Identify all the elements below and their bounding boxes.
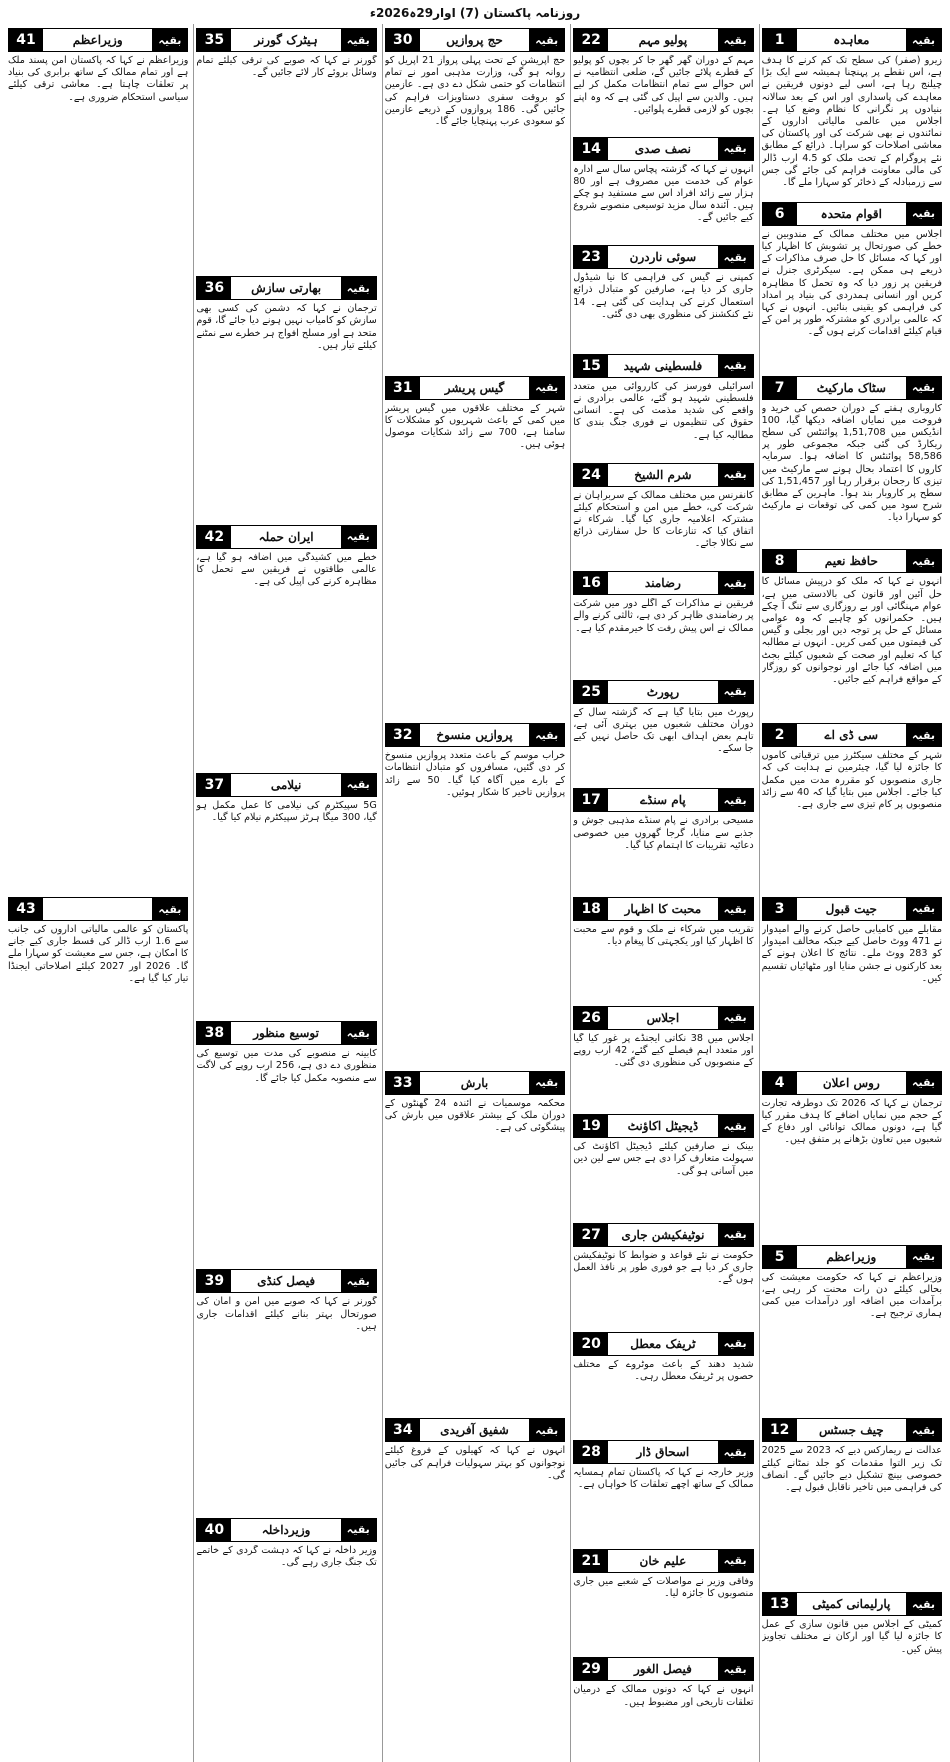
masthead: روزنامہ پاکستان (7) اوار29ہ2026ء: [369, 6, 581, 20]
article-number: 35: [197, 29, 231, 51]
article-number: 33: [386, 1072, 420, 1094]
article-number: 30: [386, 29, 420, 51]
article-header: [196, 773, 376, 797]
column-2: [570, 24, 755, 1762]
article-title: پولیو مہم: [638, 33, 688, 47]
continuation-tag: بقیہ: [718, 898, 753, 920]
article-number: 18: [574, 898, 608, 920]
continuation-tag: بقیہ: [341, 29, 376, 51]
article-title: ہیٹرک گورنر: [254, 33, 318, 47]
continuation-tag: بقیہ: [906, 1072, 941, 1094]
article-header: [762, 1071, 942, 1095]
article-body: تقریب میں شرکاء نے ملک و قوم سے محبت کا اظہار کیا اور یکجہتی کا پیغام دیا۔: [573, 924, 754, 948]
article-number: 31: [386, 377, 420, 399]
continuation-tag: بقیہ: [718, 1550, 753, 1572]
article-header: [762, 1245, 942, 1269]
article-title: اجلاس: [646, 1010, 680, 1025]
article-body: پاکستان کو عالمی مالیاتی اداروں کی جانب سے 1.6 ارب ڈالر کی قسط جاری کیے جانے کا امکان ہے، جس سے معیشت کو سہارا ملے گا۔ 2026 اور 2027 کیلئے اصلاحاتی ایجنڈا تیار کیا گیا ہے۔: [7, 924, 189, 984]
article-header: [573, 1549, 753, 1573]
article-body: ترجمان نے کہا کہ 2026 تک دوطرفہ تجارت کے حجم میں نمایاں اضافے کا ہدف مقرر کیا گیا ہے، دونوں ممالک توانائی اور دفاع کے شعبوں میں تعاون بڑھانے پر متفق ہیں۔: [761, 1097, 942, 1146]
article-number: 13: [763, 1593, 797, 1615]
article-number: 38: [197, 1022, 231, 1044]
article-title: وزیراعظم: [72, 33, 123, 47]
article-header: [573, 897, 753, 921]
article-body: کمیٹی کے اجلاس میں قانون سازی کے عمل کا جائزہ لیا گیا اور ارکان نے مختلف تجاویز پیش کیں۔: [761, 1619, 942, 1655]
continuation-tag: بقیہ: [529, 1072, 564, 1094]
article-header: [196, 525, 376, 549]
article-body: مسیحی برادری نے پام سنڈے مذہبی جوش و جذبے سے منایا، گرجا گھروں میں خصوصی دعائیہ تقریبات کا اہتمام کیا گیا۔: [573, 815, 754, 851]
article-title: پارلیمانی کمیٹی: [812, 1597, 891, 1612]
article-title: چیف جسٹس: [818, 1423, 884, 1438]
article-body: انہوں نے کہا کہ کھیلوں کے فروغ کیلئے نوجوانوں کو بہتر سہولیات فراہم کی جائیں گی۔: [384, 1445, 566, 1481]
article-header: [196, 1269, 376, 1293]
continuation-tag: بقیہ: [341, 277, 376, 299]
article-body: شدید دھند کے باعث موٹروے کے مختلف حصوں پر ٹریفک معطل رہی۔: [573, 1358, 754, 1382]
article-title: سٹاک مارکیٹ: [816, 380, 886, 395]
article-number: 21: [574, 1550, 608, 1572]
article-body: کانفرنس میں مختلف ممالک کے سربراہان نے شرکت کی، خطے میں امن و استحکام کیلئے مشترکہ اعلامیہ جاری کیا گیا۔ شرکاء نے اتفاق کیا کہ تنازعات کا حل سفارتی ذرائع سے نکالا جائے۔: [573, 489, 754, 550]
article-header: [385, 376, 565, 400]
article-title: اسحاق ڈار: [636, 1445, 690, 1460]
article-number: 12: [763, 1419, 797, 1441]
article-number: 14: [574, 138, 608, 160]
article-header: [385, 1071, 565, 1095]
continuation-tag: بقیہ: [529, 29, 564, 51]
article-header: [762, 549, 942, 573]
article-number: 23: [574, 246, 608, 268]
article-header: [8, 897, 188, 921]
article-header: [8, 28, 188, 52]
continuation-tag: بقیہ: [718, 681, 753, 703]
article-header: [762, 1592, 942, 1616]
article-header: [762, 723, 942, 747]
article-body: خطے میں کشیدگی میں اضافہ ہو گیا ہے، عالمی طاقتوں نے فریقین سے تحمل کا مظاہرہ کرنے کی اپیل کی ہے۔: [196, 551, 377, 587]
article-number: 4: [763, 1072, 797, 1094]
article-body: گورنر نے کہا کہ صوبے میں امن و امان کی صورتحال بہتر بنانے کیلئے اقدامات جاری ہیں۔: [196, 1296, 377, 1332]
article-body: کمپنی نے گیس کی فراہمی کا نیا شیڈول جاری کر دیا ہے، صارفین کو متبادل ذرائع استعمال کرنے کی ہدایت کی گئی ہے۔ 14 نئے کنکشنز کی منظوری بھی دی گئی۔: [573, 272, 754, 320]
article-number: 36: [197, 277, 231, 299]
continuation-tag: بقیہ: [718, 355, 753, 377]
article-number: 43: [9, 898, 43, 920]
article-header: [573, 1440, 753, 1464]
article-header: [573, 354, 753, 378]
article-number: 41: [9, 29, 43, 51]
article-title: فلسطینی شہید: [623, 358, 703, 373]
article-header: [762, 376, 942, 400]
article-body: وزیر داخلہ نے کہا کہ دہشت گردی کے خاتمے تک جنگ جاری رہے گی۔: [196, 1544, 377, 1568]
article-title: [43, 898, 152, 920]
continuation-tag: بقیہ: [152, 898, 187, 920]
column-1: [759, 24, 944, 1762]
article-body: حکومت نے نئے قواعد و ضوابط کا نوٹیفکیشن جاری کر دیا ہے جو فوری طور پر نافذ العمل ہوں گے۔: [573, 1249, 754, 1286]
article-title: وزیرداخلہ: [261, 1522, 311, 1537]
article-number: 7: [763, 377, 797, 399]
article-title: بارش: [460, 1075, 489, 1090]
article-body: بینک نے صارفین کیلئے ڈیجیٹل اکاؤنٹ کی سہولت متعارف کرا دی ہے جس سے لین دین میں آسانی ہو گی۔: [573, 1141, 754, 1177]
article-number: 26: [574, 1007, 608, 1029]
article-header: [573, 1223, 753, 1247]
article-header: [573, 28, 753, 52]
continuation-tag: بقیہ: [529, 724, 564, 746]
article-header: [573, 1332, 753, 1356]
article-header: [573, 1006, 753, 1030]
article-title: اقوام متحدہ: [820, 206, 882, 221]
continuation-tag: بقیہ: [718, 1441, 753, 1463]
article-number: 2: [763, 724, 797, 746]
article-number: 6: [763, 203, 797, 225]
article-header: [573, 1657, 753, 1681]
continuation-tag: بقیہ: [906, 1246, 941, 1268]
article-number: 29: [574, 1658, 608, 1680]
article-body: مہم کے دوران گھر گھر جا کر بچوں کو پولیو کے قطرے پلائے جائیں گے، ضلعی انتظامیہ نے اس حوالے سے تمام انتظامات مکمل کر لیے ہیں۔ والدین سے اپیل کی گئی ہے کہ وہ اپنے بچوں کو لازمی قطرے پلوائیں۔: [573, 55, 754, 115]
article-header: [762, 897, 942, 921]
article-body: محکمہ موسمیات نے آئندہ 24 گھنٹوں کے دوران ملک کے بیشتر علاقوں میں بارش کی پیشگوئی کی ہے۔: [384, 1097, 566, 1134]
article-number: 20: [574, 1333, 608, 1355]
article-number: 15: [574, 355, 608, 377]
article-number: 16: [574, 572, 608, 594]
article-title: حافظ نعیم: [824, 554, 878, 569]
article-number: 40: [197, 1519, 231, 1541]
article-title: ٹریفک معطل: [630, 1336, 696, 1351]
article-body: مقابلے میں کامیابی حاصل کرنے والے امیدوار نے 471 ووٹ حاصل کیے جبکہ مخالف امیدوار کو 283 ووٹ ملے۔ نتائج کا اعلان ہونے کے بعد کارکنوں نے جشن منایا اور مٹھائیاں تقسیم کیں۔: [761, 923, 942, 984]
continuation-tag: بقیہ: [906, 203, 941, 225]
article-number: 24: [574, 464, 608, 486]
article-body: کاروباری ہفتے کے دوران حصص کی خرید و فروخت میں نمایاں اضافہ دیکھا گیا، 100 انڈیکس میں 1,51,708 پوائنٹس کی سطح ریکارڈ کی گئی جبکہ مجموعی طور پر 58,586 پوائنٹس کا اضافہ ہوا۔ سرمایہ کاروں کا اعتماد بحال ہونے سے مارکیٹ میں تیزی کا رجحان برقرار رہا اور 1,51,457 کی سطح پر کاروبار بند ہوا۔ ماہرین کے مطابق شرح سود میں کمی کی توقعات نے مارکیٹ کو سہارا دیا۔: [761, 402, 942, 524]
continuation-tag: بقیہ: [906, 550, 941, 572]
article-number: 27: [574, 1224, 608, 1246]
continuation-tag: بقیہ: [718, 1224, 753, 1246]
article-title: ایران حملہ: [258, 529, 314, 544]
article-body: رپورٹ میں بتایا گیا ہے کہ گزشتہ سال کے دوران مختلف شعبوں میں بہتری آئی ہے، تاہم بعض اہداف ابھی تک حاصل نہیں کیے جا سکے۔: [573, 706, 754, 755]
article-title: ڈیجیٹل اکاؤنٹ: [627, 1119, 699, 1134]
article-header: [573, 680, 753, 704]
article-title: معاہدہ: [833, 33, 870, 47]
article-title: وزیراعظم: [826, 1249, 877, 1264]
continuation-tag: بقیہ: [718, 138, 753, 160]
column-4: [193, 24, 378, 1762]
article-number: 1: [763, 29, 797, 51]
article-number: 8: [763, 550, 797, 572]
article-number: 22: [574, 29, 608, 51]
continuation-tag: بقیہ: [529, 1419, 564, 1441]
continuation-tag: بقیہ: [718, 1115, 753, 1137]
continuation-tag: بقیہ: [718, 29, 753, 51]
continuation-tag: بقیہ: [341, 526, 376, 548]
article-body: اجلاس میں مختلف ممالک کے مندوبین نے خطے کی صورتحال پر تشویش کا اظہار کیا اور کہا کہ مسائل کا حل صرف مذاکرات کے ذریعے ہی ممکن ہے۔ سیکرٹری جنرل نے فریقین پر زور دیا کہ وہ تحمل کا مظاہرہ کریں اور انسانی ہمدردی کی بنیاد پر امداد کی فراہمی کو یقینی بنائیں۔ انہوں نے کہا کہ عالمی برادری کو مشترکہ طور پر امن کے قیام کیلئے اقدامات کرنے ہوں گے۔: [761, 228, 942, 338]
article-title: شفیق آفریدی: [440, 1423, 509, 1438]
article-title: حج پروازیں: [446, 33, 503, 47]
article-body: شہر کے مختلف سیکٹرز میں ترقیاتی کاموں کا جائزہ لیا گیا، چیئرمین نے ہدایت کی کہ جاری منصوبوں کو مقررہ مدت میں مکمل کیا جائے۔ اجلاس میں بتایا گیا کہ 40 سے زائد منصوبوں پر کام تیزی سے جاری ہے۔: [761, 750, 942, 810]
continuation-tag: بقیہ: [718, 789, 753, 811]
continuation-tag: بقیہ: [152, 29, 187, 51]
continuation-tag: بقیہ: [906, 898, 941, 920]
article-title: سی ڈی اے: [824, 728, 879, 743]
article-body: خراب موسم کے باعث متعدد پروازیں منسوخ کر دی گئیں، مسافروں کو متبادل انتظامات کے بارے میں آگاہ کیا گیا۔ 50 سے زائد پروازیں تاخیر کا شکار ہوئیں۔: [384, 750, 566, 798]
article-header: [573, 245, 753, 269]
article-number: 37: [197, 774, 231, 796]
continuation-tag: بقیہ: [906, 377, 941, 399]
article-body: وزیراعظم نے کہا کہ حکومت معیشت کی بحالی کیلئے دن رات محنت کر رہی ہے، برآمدات میں اضافہ اور درآمدات میں کمی ہماری ترجیح ہے۔: [761, 1271, 942, 1320]
continuation-tag: بقیہ: [718, 464, 753, 486]
article-number: 19: [574, 1115, 608, 1137]
article-body: انہوں نے کہا کہ دونوں ممالک کے درمیان تعلقات تاریخی اور مضبوط ہیں۔: [573, 1684, 754, 1708]
article-body: فریقین نے مذاکرات کے اگلے دور میں شرکت پر رضامندی ظاہر کر دی ہے، ثالثی کرنے والے ممالک نے اس پیش رفت کا خیرمقدم کیا ہے۔: [573, 598, 754, 634]
article-title: سوئی ناردرن: [629, 250, 697, 265]
article-header: [573, 137, 753, 161]
article-title: پام سنڈے: [640, 793, 686, 808]
article-body: ترجمان نے کہا کہ دشمن کی کسی بھی سازش کو کامیاب نہیں ہونے دیا جائے گا، قوم متحد ہے اور مسلح افواج ہر خطرے سے نمٹنے کیلئے تیار ہیں۔: [196, 303, 377, 351]
article-body: انہوں نے کہا کہ گزشتہ پچاس سال سے ادارہ عوام کی خدمت میں مصروف ہے اور 80 ہزار سے زائد افراد اس سے مستفید ہو چکے ہیں۔ آئندہ سال مزید توسیعی منصوبے شروع کیے جائیں گے۔: [573, 163, 754, 224]
article-body: وزیراعظم نے کہا کہ پاکستان امن پسند ملک ہے اور تمام ممالک کے ساتھ برابری کی بنیاد پر تعلقات چاہتا ہے۔ معاشی ترقی کیلئے سیاسی استحکام ضروری ہے۔: [7, 55, 189, 103]
columns: [6, 24, 944, 1762]
article-title: بھارتی سازش: [251, 281, 322, 296]
continuation-tag: بقیہ: [718, 1658, 753, 1680]
article-number: 42: [197, 526, 231, 548]
article-title: جیت قبول: [825, 901, 877, 916]
article-header: [762, 28, 942, 52]
article-title: فیصل الغور: [634, 1662, 692, 1677]
continuation-tag: بقیہ: [341, 1270, 376, 1292]
column-5: [6, 24, 190, 1762]
continuation-tag: بقیہ: [718, 1007, 753, 1029]
continuation-tag: بقیہ: [906, 1419, 941, 1441]
article-body: انہوں نے کہا کہ ملک کو درپیش مسائل کا حل آئین اور قانون کی بالادستی میں ہے، عوام مہنگائی اور بے روزگاری سے تنگ آ چکے ہیں۔ حکمرانوں کو چاہیے کہ وہ عوامی مسائل کے حل پر توجہ دیں اور بجلی و گیس کی قیمتوں میں کمی کریں۔ انہوں نے مطالبہ کیا کہ تعلیم اور صحت کے شعبوں کیلئے بجٹ میں اضافہ کیا جائے اور نوجوانوں کو روزگار کے مواقع فراہم کیے جائیں۔: [761, 576, 942, 686]
continuation-tag: بقیہ: [718, 572, 753, 594]
article-body: حج آپریشن کے تحت پہلی پرواز 21 اپریل کو روانہ ہو گی، وزارت مذہبی امور نے تمام انتظامات کو حتمی شکل دے دی ہے۔ عازمین کو بروقت سفری دستاویزات فراہم کی جائیں گی۔ 186 پروازوں کے ذریعے عازمین کو سعودی عرب پہنچایا جائے گا۔: [384, 55, 566, 128]
article-header: [573, 571, 753, 595]
article-header: [196, 276, 376, 300]
article-title: توسیع منظور: [253, 1026, 319, 1041]
article-body: شہر کے مختلف علاقوں میں گیس پریشر میں کمی کے باعث شہریوں کو مشکلات کا سامنا ہے، 700 سے زائد شکایات موصول ہوئی ہیں۔: [384, 402, 566, 451]
continuation-tag: بقیہ: [341, 1519, 376, 1541]
article-header: [385, 723, 565, 747]
article-number: 17: [574, 789, 608, 811]
continuation-tag: بقیہ: [906, 724, 941, 746]
continuation-tag: بقیہ: [341, 1022, 376, 1044]
article-title: گیس پریشر: [444, 380, 505, 395]
article-title: فیصل کنڈی: [257, 1274, 316, 1289]
article-body: گورنر نے کہا کہ صوبے کی ترقی کیلئے تمام وسائل بروئے کار لائے جائیں گے۔: [196, 55, 377, 79]
article-title: نصف صدی: [634, 141, 692, 156]
article-number: 34: [386, 1419, 420, 1441]
article-header: [196, 1518, 376, 1542]
article-header: [196, 1021, 376, 1045]
article-header: [762, 1418, 942, 1442]
article-number: 28: [574, 1441, 608, 1463]
article-header: [385, 28, 565, 52]
column-3: [382, 24, 567, 1762]
article-number: 3: [763, 898, 797, 920]
article-body: وزیر خارجہ نے کہا کہ پاکستان تمام ہمسایہ ممالک کے ساتھ اچھے تعلقات کا خواہاں ہے۔: [573, 1467, 754, 1491]
article-number: 25: [574, 681, 608, 703]
article-body: 5G سپیکٹرم کی نیلامی کا عمل مکمل ہو گیا، 300 میگا ہرٹز سپیکٹرم نیلام کیا گیا۔: [196, 799, 377, 824]
continuation-tag: بقیہ: [906, 1593, 941, 1615]
continuation-tag: بقیہ: [718, 1333, 753, 1355]
continuation-tag: بقیہ: [906, 29, 941, 51]
article-header: [196, 28, 376, 52]
article-body: اسرائیلی فورسز کی کارروائی میں متعدد فلسطینی شہید ہو گئے، عالمی برادری نے واقعے کی شدید مذمت کی ہے۔ انسانی حقوق کی تنظیموں نے فوری جنگ بندی کا مطالبہ کیا ہے۔: [573, 380, 754, 441]
article-title: نوٹیفکیشن جاری: [621, 1227, 705, 1242]
continuation-tag: بقیہ: [718, 246, 753, 268]
article-title: رضامند: [644, 576, 681, 591]
continuation-tag: بقیہ: [341, 774, 376, 796]
article-body: زیرو (صفر) کی سطح تک کم کرنے کا ہدف ہے، اس نقطے پر پہنچنا ہمیشہ سے ایک بڑا چیلنج رہا ہے، اسی لیے دونوں فریقین نے معاہدے کی پاسداری اور اس کے بعد سالانہ بنیادوں پر نگرانی کا نظام وضع کیا ہے۔ اجلاس میں عالمی مالیاتی اداروں کے نمائندوں نے بھی شرکت کی اور پاکستان کی معاشی اصلاحات کو سراہا۔ ذرائع کے مطابق نئے پروگرام کے تحت ملک کو 4.5 ارب ڈالر کی مالی معاونت فراہم کی جائے گی جس سے زرمبادلہ کے ذخائر کو سہارا ملے گا۔: [761, 55, 942, 189]
article-title: محبت کا اظہار: [624, 902, 702, 916]
article-header: [573, 788, 753, 812]
article-body: کابینہ نے منصوبے کی مدت میں توسیع کی منظوری دے دی ہے، 256 ارب روپے کی لاگت سے منصوبہ مکمل کیا جائے گا۔: [196, 1048, 377, 1084]
continuation-tag: بقیہ: [529, 377, 564, 399]
article-header: [573, 463, 753, 487]
article-number: 32: [386, 724, 420, 746]
article-body: عدالت نے ریمارکس دیے کہ 2023 سے 2025 تک زیر التوا مقدمات کو جلد نمٹانے کیلئے خصوصی بینچ تشکیل دیے جائیں گے۔ انصاف کی فراہمی میں تاخیر ناقابل قبول ہے۔: [761, 1445, 942, 1493]
article-title: علیم خان: [639, 1553, 687, 1568]
article-header: [762, 202, 942, 226]
article-title: نیلامی: [270, 777, 302, 792]
article-title: پروازیں منسوخ: [436, 728, 513, 743]
article-body: وفاقی وزیر نے مواصلات کے شعبے میں جاری منصوبوں کا جائزہ لیا۔: [573, 1575, 754, 1599]
article-number: 5: [763, 1246, 797, 1268]
article-title: روس اعلان: [822, 1075, 880, 1090]
article-header: [573, 1114, 753, 1138]
article-header: [385, 1418, 565, 1442]
article-title: شرم الشیخ: [634, 467, 692, 482]
article-title: رپورٹ: [646, 684, 680, 699]
article-body: اجلاس میں 38 نکاتی ایجنڈے پر غور کیا گیا اور متعدد اہم فیصلے کیے گئے، 42 ارب روپے کے منصوبوں کی منظوری دی گئی۔: [573, 1032, 754, 1069]
article-number: 39: [197, 1270, 231, 1292]
